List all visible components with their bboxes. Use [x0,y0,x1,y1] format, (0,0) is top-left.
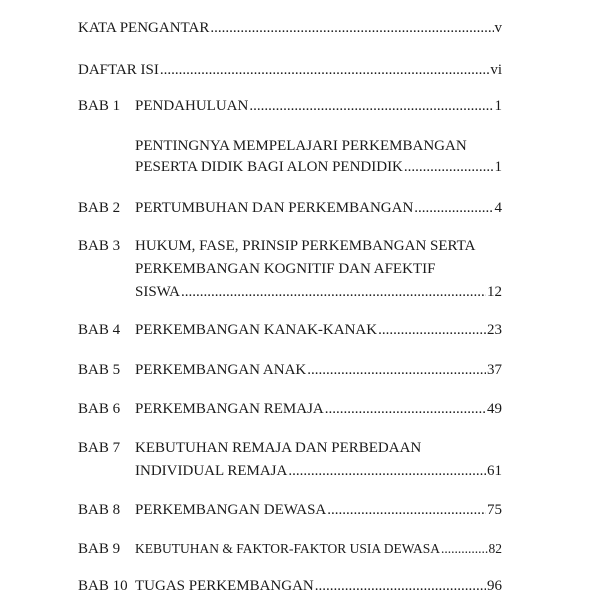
toc-entry-page: 1 [494,159,502,175]
toc-entry-title: PERKEMBANGAN KOGNITIF DAN AFEKTIF [135,261,436,277]
toc-entry-page: 12 [487,284,502,300]
toc-entry-page: 82 [488,541,502,556]
chapter-label-text: BAB 1 [78,98,121,114]
dot-leader [249,96,493,116]
chapter-label-text: BAB 4 [78,322,121,338]
dot-leader [325,399,486,419]
toc-subentry-pentingnya[interactable] [135,157,502,177]
toc-entry-title: PERKEMBANGAN REMAJA [135,401,324,417]
toc-entry-kata-pengantar[interactable] [78,18,502,38]
toc-entry-title: DAFTAR ISI [78,62,159,78]
chapter-label [78,198,132,218]
toc-entry-title: KATA PENGANTAR [78,20,210,36]
chapter-label-text: BAB 3 [78,238,121,254]
chapter-label-text: BAB 2 [78,200,121,216]
chapter-label [78,236,132,256]
toc-entry-page: 75 [487,502,502,518]
toc-entry-bab-9[interactable] [135,539,502,559]
toc-entry-title: PERKEMBANGAN KANAK-KANAK [135,322,378,338]
toc-entry-line[interactable] [135,259,502,279]
dot-leader [414,198,493,218]
chapter-label [78,539,132,559]
dot-leader [160,60,489,80]
chapter-label [78,360,132,380]
chapter-label-text: BAB 6 [78,401,121,417]
toc-entry-line[interactable] [135,438,502,458]
toc-entry-page: 23 [487,322,502,338]
toc-entry-bab-2[interactable] [135,198,502,218]
dot-leader [181,282,486,302]
toc-entry-title: PERKEMBANGAN DEWASA [135,502,327,518]
toc-entry-title: INDIVIDUAL REMAJA [135,463,288,479]
toc-entry-bab-3[interactable] [135,282,502,302]
toc-entry-page: 37 [487,362,502,378]
toc-entry-title: KEBUTUHAN & FAKTOR-FAKTOR USIA DEWASA [135,541,441,556]
chapter-label-text: BAB 9 [78,541,121,557]
toc-entry-page: 96 [487,578,502,594]
dot-leader [315,576,486,596]
toc-entry-title: KEBUTUHAN REMAJA DAN PERBEDAAN [135,440,422,456]
toc-entry-daftar-isi[interactable] [78,60,502,80]
toc-entry-bab-8[interactable] [135,500,502,520]
dot-leader [288,461,486,481]
chapter-label [78,320,132,340]
toc-entry-title: PERKEMBANGAN ANAK [135,362,307,378]
chapter-label [78,438,132,458]
toc-entry-page: v [494,20,502,36]
toc-entry-page: 1 [494,98,502,114]
chapter-label [78,500,132,520]
toc-entry-page: 61 [487,463,502,479]
chapter-label-text: BAB 8 [78,502,121,518]
chapter-label [78,576,132,596]
toc-entry-page: 49 [487,401,502,417]
chapter-label-text: BAB 5 [78,362,121,378]
dot-leader [441,539,487,559]
dot-leader [210,18,493,38]
chapter-label [78,399,132,419]
toc-entry-bab-4[interactable] [135,320,502,340]
toc-entry-title: PENTINGNYA MEMPELAJARI PERKEMBANGAN [135,138,467,154]
toc-entry-bab-5[interactable] [135,360,502,380]
toc-entry-bab-6[interactable] [135,399,502,419]
chapter-label-text: BAB 10 [78,578,128,594]
toc-entry-bab-1[interactable] [135,96,502,116]
toc-entry-title: TUGAS PERKEMBANGAN [135,578,314,594]
toc-entry-bab-10[interactable] [135,576,502,596]
toc-entry-title: PESERTA DIDIK BAGI ALON PENDIDIK [135,159,403,175]
toc-entry-line[interactable] [135,236,502,256]
dot-leader [404,157,494,177]
toc-entry-title: PERTUMBUHAN DAN PERKEMBANGAN [135,200,414,216]
dot-leader [327,500,486,520]
toc-entry-title: HUKUM, FASE, PRINSIP PERKEMBANGAN SERTA [135,238,476,254]
toc-entry-page: vi [490,62,502,78]
dot-leader [307,360,486,380]
toc-subentry-line[interactable] [135,136,502,156]
chapter-label [78,96,132,116]
chapter-label-text: BAB 7 [78,440,121,456]
toc-entry-page: 4 [494,200,502,216]
toc-entry-bab-7[interactable] [135,461,502,481]
toc-entry-title: PENDAHULUAN [135,98,249,114]
toc-entry-title: SISWA [135,284,181,300]
dot-leader [378,320,486,340]
